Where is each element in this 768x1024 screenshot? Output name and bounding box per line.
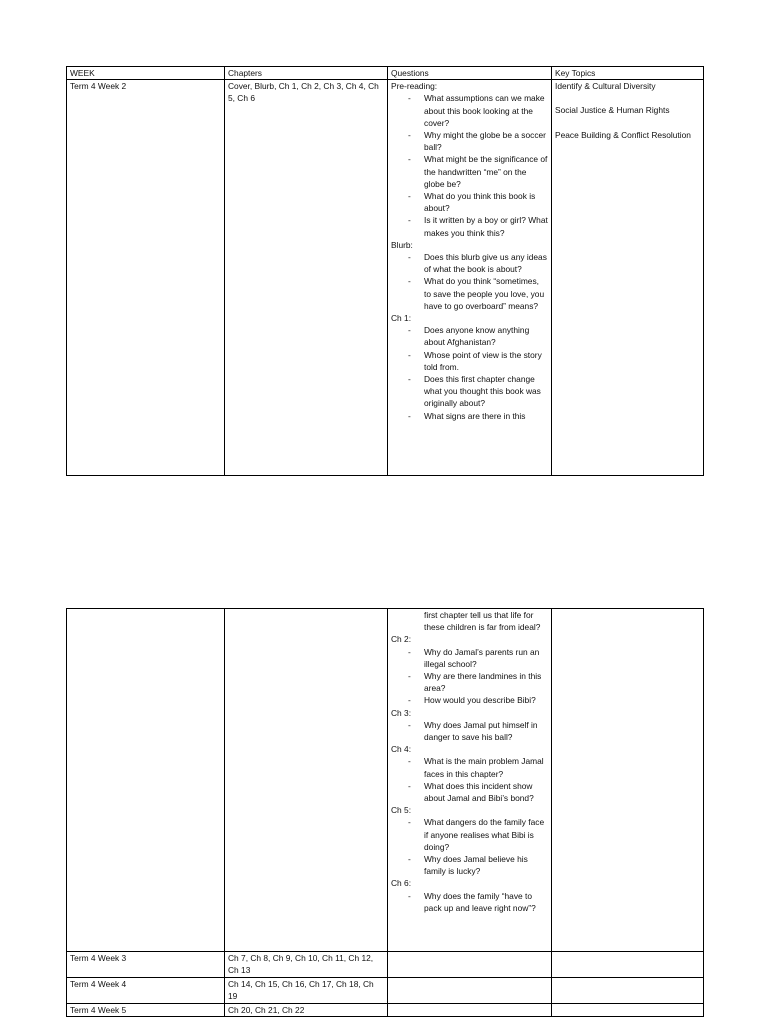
week-cell: Term 4 Week 5 <box>67 1004 225 1017</box>
chapters-cell <box>225 609 388 952</box>
question-item: - What dangers do the family face if anyone realises what Bibi is doing? <box>424 816 548 853</box>
section-label: Ch 6: <box>391 878 412 889</box>
header-questions: Questions <box>388 67 552 80</box>
key-topic: Social Justice & Human Rights <box>555 105 670 116</box>
question-item: - Does this blurb give us any ideas of what the book is about? <box>424 251 548 275</box>
section-label: Pre-reading: <box>391 81 438 92</box>
table-row <box>67 609 704 952</box>
key-topics-cell <box>552 80 704 476</box>
section-label: Ch 1: <box>391 313 412 324</box>
question-item: - What signs are there in this <box>424 410 548 422</box>
key-topic: Peace Building & Conflict Resolution <box>555 129 691 140</box>
question-continuation: first chapter tell us that life for these children is far from ideal? <box>424 610 541 633</box>
questions-cell <box>388 978 552 1004</box>
question-list <box>391 324 548 422</box>
chapters-cell: Ch 14, Ch 15, Ch 16, Ch 17, Ch 18, Ch 19 <box>225 978 388 1004</box>
question-item: - Why does the family “have to pack up and leave right now”? <box>424 890 548 914</box>
week-cell <box>67 609 225 952</box>
questions-cell <box>388 80 552 476</box>
question-item: - Why does Jamal put himself in danger to save his ball? <box>424 719 548 743</box>
lesson-table-page-1 <box>66 66 704 476</box>
week-cell: Term 4 Week 2 <box>67 80 225 476</box>
question-item: - Does anyone know anything about Afghanistan? <box>424 324 548 348</box>
question-item: - What does this incident show about Jamal and Bibi’s bond? <box>424 780 548 804</box>
question-item: - Why does Jamal believe his family is lucky? <box>424 853 548 877</box>
header-week: WEEK <box>67 67 225 80</box>
question-item: - Is it written by a boy or girl? What makes you think this? <box>424 214 548 238</box>
questions-cell <box>388 952 552 978</box>
table-row <box>67 80 704 476</box>
question-item: - What might be the significance of the handwritten “me” on the globe be? <box>424 153 548 190</box>
chapters-cell: Ch 7, Ch 8, Ch 9, Ch 10, Ch 11, Ch 12, Ch 13 <box>225 952 388 978</box>
header-key-topics: Key Topics <box>552 67 704 80</box>
question-item: - What is the main problem Jamal faces in this chapter? <box>424 755 548 779</box>
question-item: - What do you think this book is about? <box>424 190 548 214</box>
week-cell: Term 4 Week 4 <box>67 978 225 1004</box>
table-row <box>67 952 704 978</box>
question-list <box>391 719 548 743</box>
chapters-cell: Ch 20, Ch 21, Ch 22 <box>225 1004 388 1017</box>
question-item: - What assumptions can we make about this book looking at the cover? <box>424 92 548 129</box>
question-list <box>391 92 548 238</box>
header-chapters: Chapters <box>225 67 388 80</box>
key-topics-cell <box>552 609 704 952</box>
section-label: Ch 4: <box>391 744 412 755</box>
question-item: - How would you describe Bibi? <box>424 694 548 706</box>
questions-cell <box>388 609 552 952</box>
question-list <box>391 755 548 804</box>
table-row <box>67 978 704 1004</box>
question-item: - Whose point of view is the story told from. <box>424 349 548 373</box>
question-list <box>391 890 548 914</box>
lesson-table-page-2 <box>66 608 704 1017</box>
key-topics-cell <box>552 1004 704 1017</box>
key-topics-cell <box>552 978 704 1004</box>
section-label: Ch 5: <box>391 805 412 816</box>
key-topics-cell <box>552 952 704 978</box>
question-item: - Why might the globe be a soccer ball? <box>424 129 548 153</box>
question-item: - What do you think “sometimes, to save the people you love, you have to go overboard” means? <box>424 275 548 312</box>
chapters-cell: Cover, Blurb, Ch 1, Ch 2, Ch 3, Ch 4, Ch 5, Ch 6 <box>225 80 388 476</box>
question-item: - Why are there landmines in this area? <box>424 670 548 694</box>
section-label: Ch 3: <box>391 707 412 718</box>
week-cell: Term 4 Week 3 <box>67 952 225 978</box>
section-label: Blurb: <box>391 239 413 250</box>
header-row <box>67 67 704 80</box>
question-item: - Why do Jamal’s parents run an illegal school? <box>424 646 548 670</box>
questions-cell <box>388 1004 552 1017</box>
question-list <box>391 251 548 312</box>
question-item: - Does this first chapter change what you thought this book was originally about? <box>424 373 548 410</box>
table-row <box>67 1004 704 1017</box>
section-label: Ch 2: <box>391 634 412 645</box>
question-list <box>391 646 548 707</box>
key-topic: Identify & Cultural Diversity <box>555 81 656 92</box>
question-list <box>391 816 548 877</box>
